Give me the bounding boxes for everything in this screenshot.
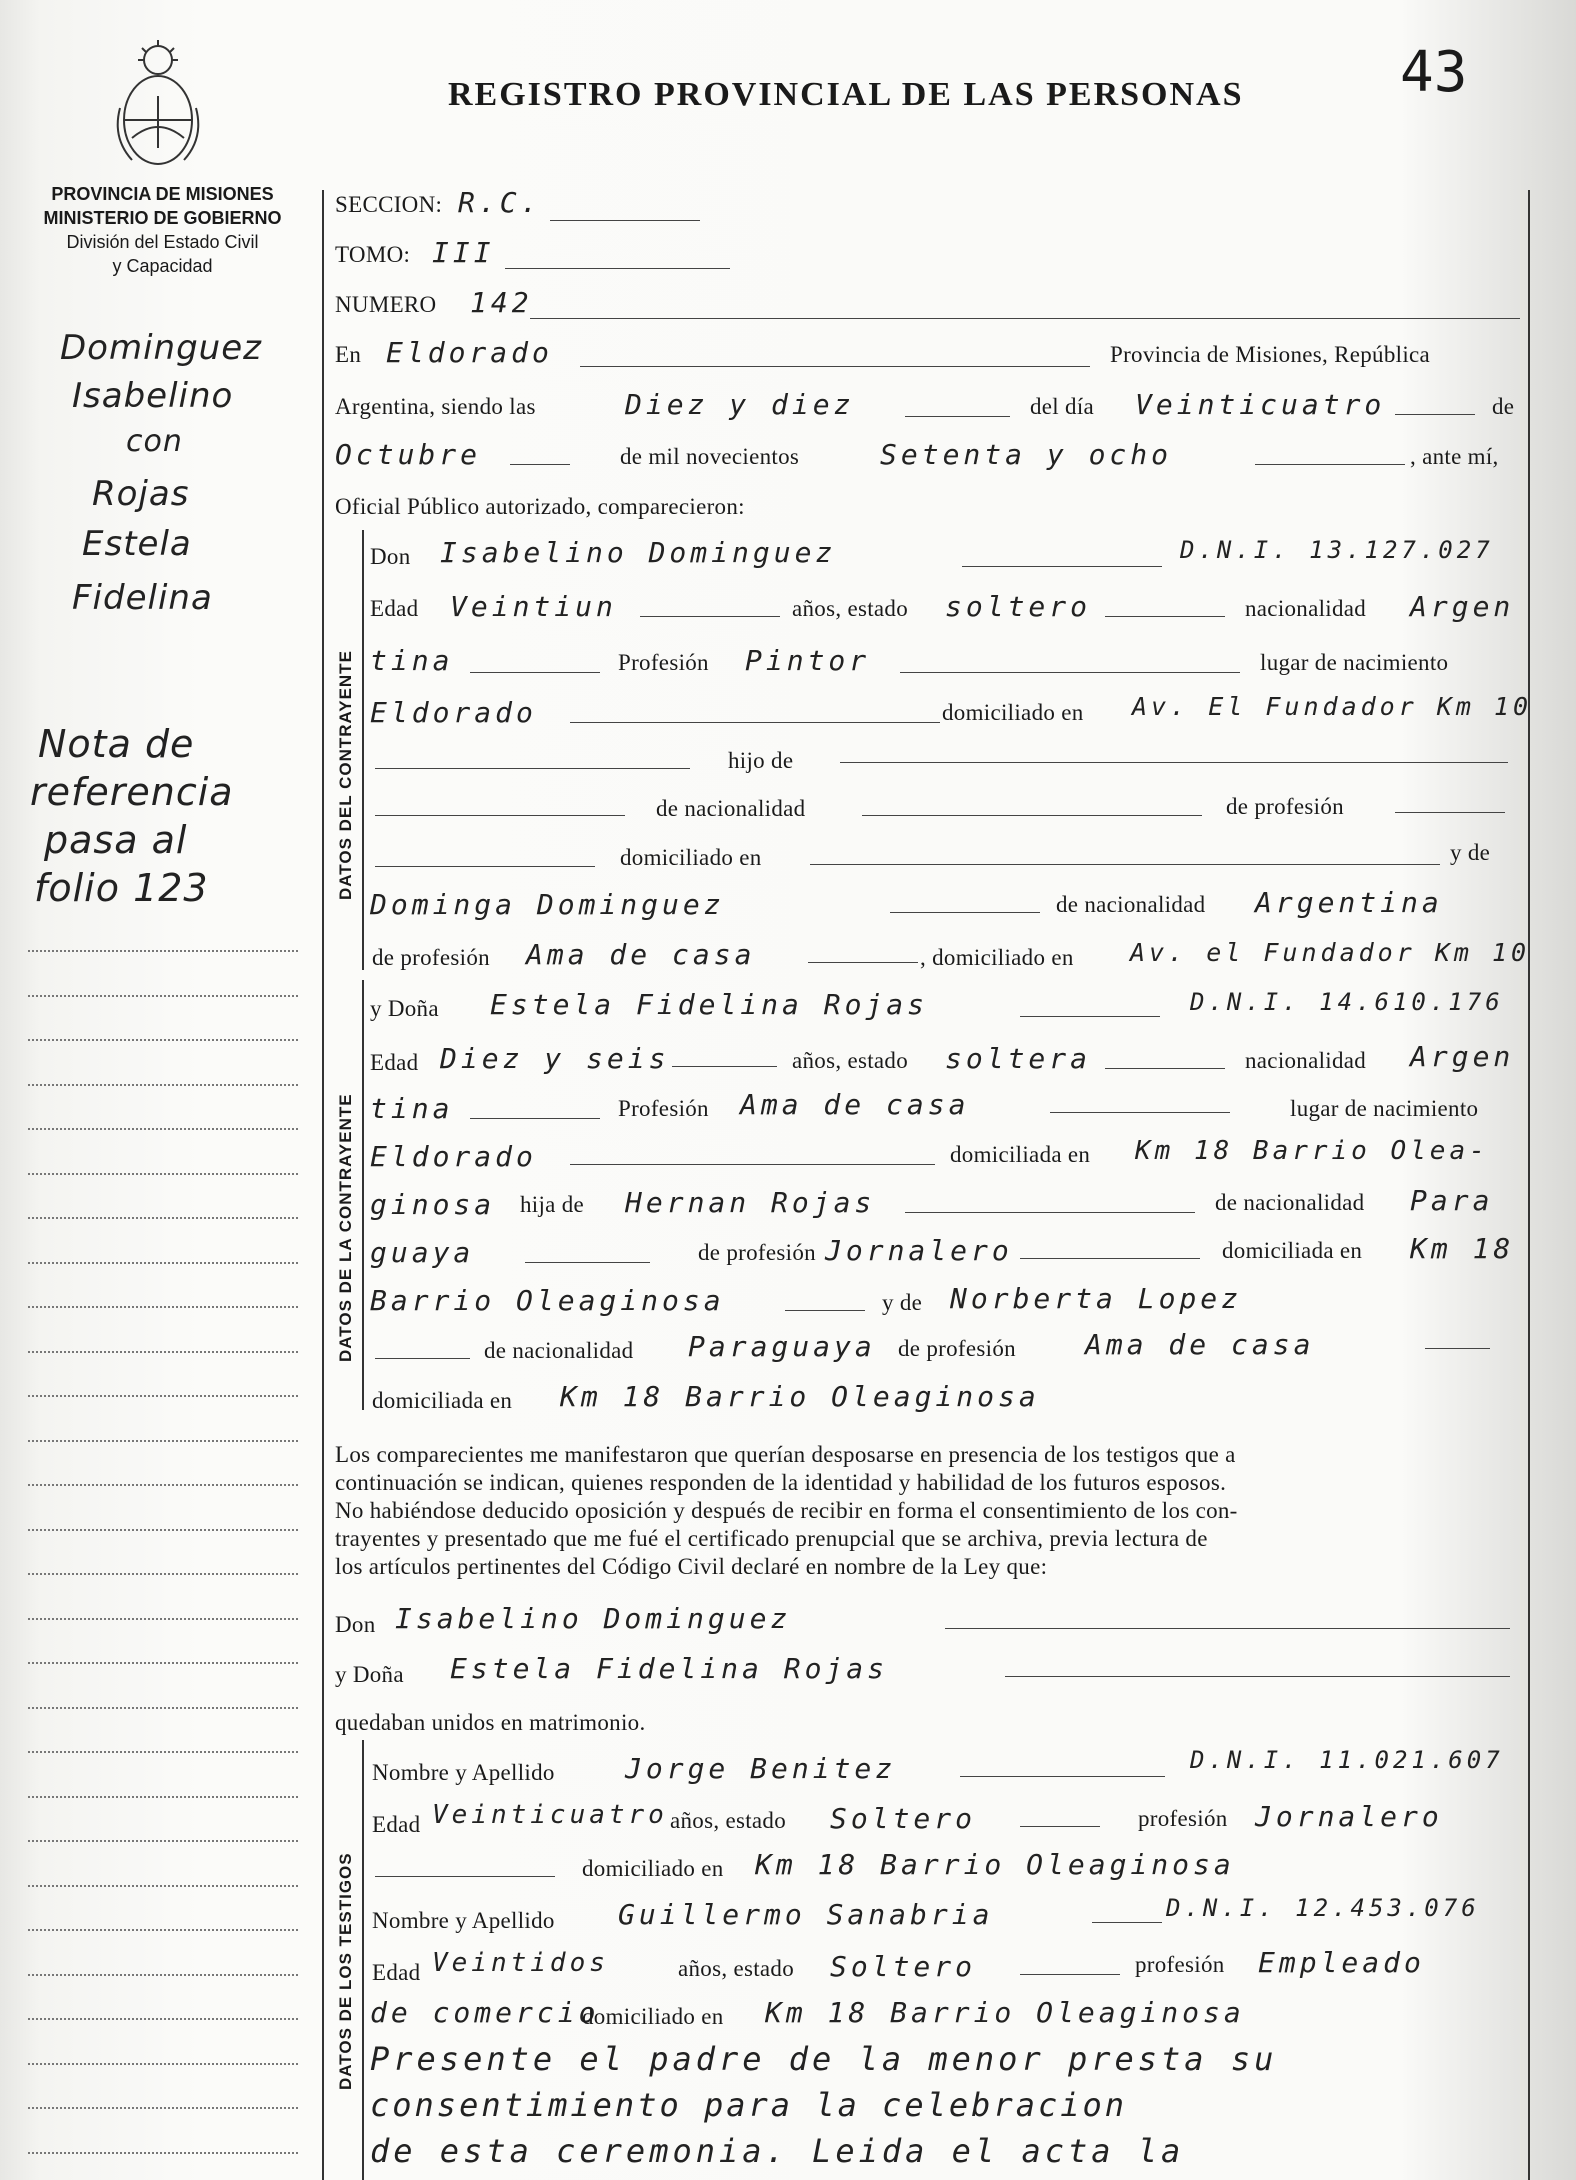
contrayente-anios-label: años, estado bbox=[792, 596, 909, 621]
prof-underline bbox=[900, 672, 1240, 673]
en-label: En bbox=[335, 342, 362, 367]
padre-underline bbox=[905, 1212, 1195, 1213]
reference-note-2: referencia bbox=[30, 770, 234, 814]
margin-ruled-line bbox=[28, 1751, 298, 1753]
t1-dom: Km 18 Barrio Oleaginosa bbox=[755, 1848, 1235, 1881]
hijo-blank bbox=[375, 768, 690, 769]
mes-value: Octubre bbox=[335, 438, 482, 471]
madre-underline bbox=[890, 912, 1040, 913]
hijo-underline bbox=[840, 762, 1508, 763]
madre-dom-label: , domiciliado en bbox=[920, 945, 1074, 970]
madre-nac: Argentina bbox=[1255, 886, 1443, 919]
margin-ruled-line bbox=[28, 2152, 298, 2154]
padre-nac-1: Para bbox=[1410, 1184, 1494, 1217]
quedaban-text: quedaban unidos en matrimonio. bbox=[335, 1710, 646, 1735]
contrayenta-estado: soltera bbox=[945, 1042, 1092, 1075]
contrayenta-madre-nac: Paraguaya bbox=[688, 1330, 876, 1363]
lugar-nac-underline bbox=[570, 722, 940, 723]
seccion-underline bbox=[550, 220, 700, 221]
contrayenta-madre: Norberta Lopez bbox=[950, 1282, 1243, 1315]
dom2-underline bbox=[810, 864, 1440, 865]
right-border bbox=[1528, 190, 1530, 2180]
t2-edad: Veintidos bbox=[432, 1948, 609, 1978]
org-line-1: PROVINCIA DE MISIONES bbox=[51, 184, 274, 204]
contrayente-nombre-underline bbox=[962, 566, 1162, 567]
tomo-value: III bbox=[432, 236, 495, 269]
numero-underline bbox=[530, 318, 1520, 319]
edad-underline bbox=[640, 616, 780, 617]
de-nac-underline bbox=[862, 815, 1202, 816]
contrayente-dom-label: domiciliado en bbox=[942, 700, 1084, 725]
contrayenta-madre-dom-label: domiciliada en bbox=[372, 1388, 513, 1413]
declaracion-line-4: trayentes y presentado que me fué el certificado prenupcial que se archiva, previa lectura de bbox=[335, 1526, 1208, 1551]
contrayenta-domicilio-2: ginosa bbox=[370, 1188, 496, 1221]
decl-don-label: Don bbox=[335, 1612, 376, 1637]
margin-ruled-line bbox=[28, 2107, 298, 2109]
decl-dona-underline bbox=[1005, 1676, 1510, 1677]
page-title: REGISTRO PROVINCIAL DE LAS PERSONAS bbox=[448, 76, 1244, 113]
margin-name-3: con bbox=[126, 424, 183, 459]
de-nac-blank bbox=[375, 815, 625, 816]
decl-don-nombre: Isabelino Dominguez bbox=[395, 1602, 792, 1635]
contrayente-edad: Veintiun bbox=[450, 590, 617, 623]
decl-dona-label: y Doña bbox=[335, 1662, 404, 1687]
contrayenta-lugar-underline bbox=[570, 1164, 935, 1165]
hora-value: Diez y diez bbox=[625, 388, 855, 421]
t1-prof-label: profesión bbox=[1138, 1806, 1228, 1831]
contrayenta-y-de-label: y de bbox=[882, 1290, 923, 1315]
margin-ruled-line bbox=[28, 1128, 298, 1130]
contrayente-estado: soltero bbox=[945, 590, 1092, 623]
margin-ruled-line bbox=[28, 1573, 298, 1575]
t2-dom: Km 18 Barrio Oleaginosa bbox=[765, 1996, 1245, 2029]
numero-value: 142 bbox=[470, 286, 533, 319]
declaracion-line-2: continuación se indican, quienes responden de la identidad y habilidad de los futuros esposos. bbox=[335, 1470, 1227, 1495]
contrayenta-lugar-label: lugar de nacimiento bbox=[1290, 1096, 1479, 1121]
decl-don-underline bbox=[945, 1628, 1510, 1629]
t1-dni: D.N.I. 11.021.607 bbox=[1190, 1746, 1504, 1774]
t1-dom-label: domiciliado en bbox=[582, 1856, 724, 1881]
t2-prof-2: de comercio bbox=[370, 1996, 600, 2029]
dom2-blank bbox=[375, 866, 595, 867]
t1-nombre-label: Nombre y Apellido bbox=[372, 1760, 555, 1785]
margin-ruled-line bbox=[28, 1662, 298, 1664]
margin-ruled-line bbox=[28, 1840, 298, 1842]
tomo-label: TOMO: bbox=[335, 242, 411, 267]
contrayenta-padre: Hernan Rojas bbox=[625, 1186, 876, 1219]
t2-dni: D.N.I. 12.453.076 bbox=[1166, 1894, 1480, 1922]
margin-ruled-line bbox=[28, 1173, 298, 1175]
de-prof-underline bbox=[1395, 812, 1505, 813]
t1-nombre: Jorge Benitez bbox=[625, 1752, 897, 1785]
del-dia-label: del día bbox=[1030, 394, 1095, 419]
margin-ruled-line bbox=[28, 2018, 298, 2020]
padre-dom2-underline bbox=[785, 1310, 865, 1311]
margin-name-4: Rojas bbox=[92, 474, 190, 514]
numero-label: NUMERO bbox=[335, 292, 437, 317]
coat-of-arms-icon bbox=[112, 38, 204, 168]
margin-ruled-line bbox=[28, 1395, 298, 1397]
org-line-2: MINISTERIO DE GOBIERNO bbox=[43, 208, 282, 228]
contrayenta-nac-label: nacionalidad bbox=[1245, 1048, 1367, 1073]
contrayente-section-label: DATOS DEL CONTRAYENTE bbox=[336, 650, 355, 900]
mes-underline bbox=[510, 464, 570, 465]
t1-dom-blank bbox=[375, 1876, 555, 1877]
padre-nac-label: de nacionalidad bbox=[1215, 1190, 1365, 1215]
contrayente-prof-label: Profesión bbox=[618, 650, 709, 675]
argentina-text: Argentina, siendo las bbox=[335, 394, 536, 419]
oficial-text: Oficial Público autorizado, comparecieron: bbox=[335, 494, 745, 519]
contrayenta-edad-underline bbox=[672, 1066, 777, 1067]
padre-nac-2: guaya bbox=[370, 1236, 475, 1269]
dia-underline bbox=[1395, 414, 1475, 415]
anio-value: Setenta y ocho bbox=[880, 438, 1173, 471]
de-prof-label: de profesión bbox=[1226, 794, 1344, 819]
margin-ruled-line bbox=[28, 1885, 298, 1887]
nota-line-1: Presente el padre de la menor presta su bbox=[370, 2040, 1278, 2078]
padre-nac2-underline bbox=[525, 1262, 650, 1263]
hora-underline bbox=[905, 416, 1010, 417]
t2-prof-label: profesión bbox=[1135, 1952, 1225, 1977]
margin-ruled-line bbox=[28, 1084, 298, 1086]
org-line-4: y Capacidad bbox=[112, 256, 213, 276]
contrayenta-edad: Diez y seis bbox=[440, 1042, 670, 1075]
contrayenta-dom-label: domiciliada en bbox=[950, 1142, 1091, 1167]
t1-estado-underline bbox=[1020, 1826, 1100, 1827]
estado-underline bbox=[1105, 616, 1225, 617]
contrayenta-domicilio-1: Km 18 Barrio Olea- bbox=[1135, 1136, 1489, 1166]
margin-name-5: Estela bbox=[82, 524, 192, 564]
testigos-bracket bbox=[362, 1740, 364, 2180]
contrayenta-nac2-underline bbox=[470, 1118, 600, 1119]
contrayenta-section-label: DATOS DE LA CONTRAYENTE bbox=[336, 1093, 355, 1362]
t2-anios-label: años, estado bbox=[678, 1956, 795, 1981]
margin-name-2: Isabelino bbox=[72, 376, 234, 416]
y-de-label: y de bbox=[1450, 840, 1491, 865]
ante-mi-text: , ante mí, bbox=[1410, 444, 1499, 469]
t1-anios-label: años, estado bbox=[670, 1808, 787, 1833]
nota-line-2: consentimiento para la celebracion bbox=[370, 2086, 1128, 2124]
mil-label: de mil novecientos bbox=[620, 444, 800, 469]
contrayenta-nac-2: tina bbox=[370, 1092, 454, 1125]
t2-nombre-underline bbox=[1092, 1922, 1162, 1923]
contrayenta-madre-nac-label: de nacionalidad bbox=[484, 1338, 634, 1363]
contrayente-nac-2: tina bbox=[370, 644, 454, 677]
madre-nac-label: de nacionalidad bbox=[1056, 892, 1206, 917]
margin-ruled-line bbox=[28, 995, 298, 997]
reference-note-1: Nota de bbox=[38, 722, 195, 766]
margin-ruled-line bbox=[28, 2063, 298, 2065]
margin-divider bbox=[322, 190, 324, 2180]
provincia-text: Provincia de Misiones, República bbox=[1110, 342, 1431, 367]
dia-value: Veinticuatro bbox=[1135, 388, 1386, 421]
contrayenta-edad-label: Edad bbox=[370, 1050, 419, 1075]
t2-edad-label: Edad bbox=[372, 1960, 421, 1985]
margin-ruled-line bbox=[28, 1618, 298, 1620]
margin-ruled-line bbox=[28, 1306, 298, 1308]
contrayente-nombre: Isabelino Dominguez bbox=[440, 536, 837, 569]
contrayente-nac-1: Argen bbox=[1410, 590, 1515, 623]
contrayenta-madre-dom: Km 18 Barrio Oleaginosa bbox=[560, 1380, 1040, 1413]
contrayenta-madre-prof-label: de profesión bbox=[898, 1336, 1016, 1361]
contrayenta-nombre: Estela Fidelina Rojas bbox=[490, 988, 929, 1021]
margin-ruled-line bbox=[28, 1929, 298, 1931]
dona-label: y Doña bbox=[370, 996, 439, 1021]
madre-prof: Ama de casa bbox=[526, 938, 756, 971]
margin-ruled-line bbox=[28, 1262, 298, 1264]
issuing-organization bbox=[20, 182, 305, 278]
seccion-value: R.C. bbox=[458, 186, 542, 219]
decl-dona-nombre: Estela Fidelina Rojas bbox=[450, 1652, 889, 1685]
contrayente-domicilio: Av. El Fundador Km 10 bbox=[1132, 692, 1533, 721]
contrayenta-prof-label: Profesión bbox=[618, 1096, 709, 1121]
t2-estado-underline bbox=[1020, 1974, 1120, 1975]
anio-underline bbox=[1255, 464, 1405, 465]
madre-dom: Av. el Fundador Km 10 bbox=[1130, 938, 1531, 967]
de-nac-label: de nacionalidad bbox=[656, 796, 806, 821]
lugar-underline bbox=[580, 366, 1090, 367]
padre-dom-label: domiciliada en bbox=[1222, 1238, 1363, 1263]
t2-estado: Soltero bbox=[830, 1950, 977, 1983]
nac2-underline bbox=[470, 672, 600, 673]
t1-nombre-underline bbox=[960, 1776, 1165, 1777]
contrayente-edad-label: Edad bbox=[370, 596, 419, 621]
t1-estado: Soltero bbox=[830, 1802, 977, 1835]
declaracion-line-1: Los comparecientes me manifestaron que querían desposarse en presencia de los testigos que a bbox=[335, 1442, 1236, 1467]
contrayente-lugar-nac: Eldorado bbox=[370, 696, 537, 729]
lugar-value: Eldorado bbox=[386, 336, 553, 369]
contrayente-lugar-label: lugar de nacimiento bbox=[1260, 650, 1449, 675]
contrayenta-nombre-underline bbox=[1020, 1016, 1160, 1017]
seccion-label: SECCION: bbox=[335, 192, 443, 217]
margin-ruled-line bbox=[28, 1484, 298, 1486]
declaracion-line-5: los artículos pertinentes del Código Civil declaré en nombre de la Ley que: bbox=[335, 1554, 1048, 1579]
contrayenta-lugar-nac: Eldorado bbox=[370, 1140, 537, 1173]
contrayente-bracket bbox=[362, 530, 364, 970]
hijo-label: hijo de bbox=[728, 748, 794, 773]
margin-ruled-line bbox=[28, 1707, 298, 1709]
madre-prof-underline bbox=[808, 962, 918, 963]
reference-note-3: pasa al bbox=[44, 818, 188, 862]
t1-edad-label: Edad bbox=[372, 1812, 421, 1837]
margin-ruled-line bbox=[28, 1440, 298, 1442]
margin-name-1: Dominguez bbox=[60, 328, 262, 368]
contrayenta-estado-underline bbox=[1105, 1068, 1225, 1069]
margin-ruled-line bbox=[28, 1039, 298, 1041]
contrayente-madre: Dominga Dominguez bbox=[370, 888, 725, 921]
contrayenta-dni: D.N.I. 14.610.176 bbox=[1190, 988, 1504, 1016]
madre-prof-label: de profesión bbox=[372, 945, 490, 970]
contrayente-profesion: Pintor bbox=[745, 644, 871, 677]
madre-nac-blank bbox=[375, 1358, 470, 1359]
org-line-3: División del Estado Civil bbox=[66, 232, 259, 252]
padre-prof-label: de profesión bbox=[698, 1240, 816, 1265]
contrayenta-prof-underline bbox=[1050, 1112, 1230, 1113]
margin-ruled-line bbox=[28, 950, 298, 952]
testigos-section-label: DATOS DE LOS TESTIGOS bbox=[336, 1852, 355, 2090]
hija-label: hija de bbox=[520, 1192, 585, 1217]
padre-dom-1: Km 18 bbox=[1410, 1232, 1515, 1265]
folio-number: 43 bbox=[1400, 40, 1468, 105]
padre-dom-2: Barrio Oleaginosa bbox=[370, 1284, 725, 1317]
t2-prof-1: Empleado bbox=[1258, 1946, 1425, 1979]
t2-dom-label: domiciliado en bbox=[582, 2004, 724, 2029]
margin-name-6: Fidelina bbox=[72, 578, 213, 618]
margin-ruled-line bbox=[28, 1529, 298, 1531]
contrayente-nac-label: nacionalidad bbox=[1245, 596, 1367, 621]
reference-note-4: folio 123 bbox=[34, 866, 209, 910]
tomo-underline bbox=[505, 268, 730, 269]
margin-ruled-line bbox=[28, 1351, 298, 1353]
contrayenta-anios-label: años, estado bbox=[792, 1048, 909, 1073]
contrayenta-nac-1: Argen bbox=[1410, 1040, 1515, 1073]
margin-ruled-line bbox=[28, 1974, 298, 1976]
contrayenta-bracket bbox=[362, 980, 364, 1410]
t2-nombre-label: Nombre y Apellido bbox=[372, 1908, 555, 1933]
contrayenta-profesion: Ama de casa bbox=[740, 1088, 970, 1121]
padre-prof-underline bbox=[1020, 1258, 1200, 1259]
contrayente-dni: D.N.I. 13.127.027 bbox=[1180, 536, 1494, 564]
t1-prof: Jornalero bbox=[1255, 1800, 1443, 1833]
nota-line-3: de esta ceremonia. Leida el acta la bbox=[370, 2132, 1185, 2170]
margin-ruled-line bbox=[28, 1796, 298, 1798]
dom2-label: domiciliado en bbox=[620, 845, 762, 870]
t2-nombre: Guillermo Sanabria bbox=[618, 1898, 994, 1931]
contrayenta-madre-prof: Ama de casa bbox=[1085, 1328, 1315, 1361]
contrayenta-madre-prof-underline bbox=[1425, 1348, 1490, 1349]
de-label: de bbox=[1492, 394, 1515, 419]
t1-edad: Veinticuatro bbox=[432, 1800, 668, 1830]
margin-ruled-line bbox=[28, 1217, 298, 1219]
don-label: Don bbox=[370, 544, 411, 569]
padre-prof: Jornalero bbox=[825, 1234, 1013, 1267]
declaracion-line-3: No habiéndose deducido oposición y después de recibir en forma el consentimiento de los con- bbox=[335, 1498, 1238, 1523]
